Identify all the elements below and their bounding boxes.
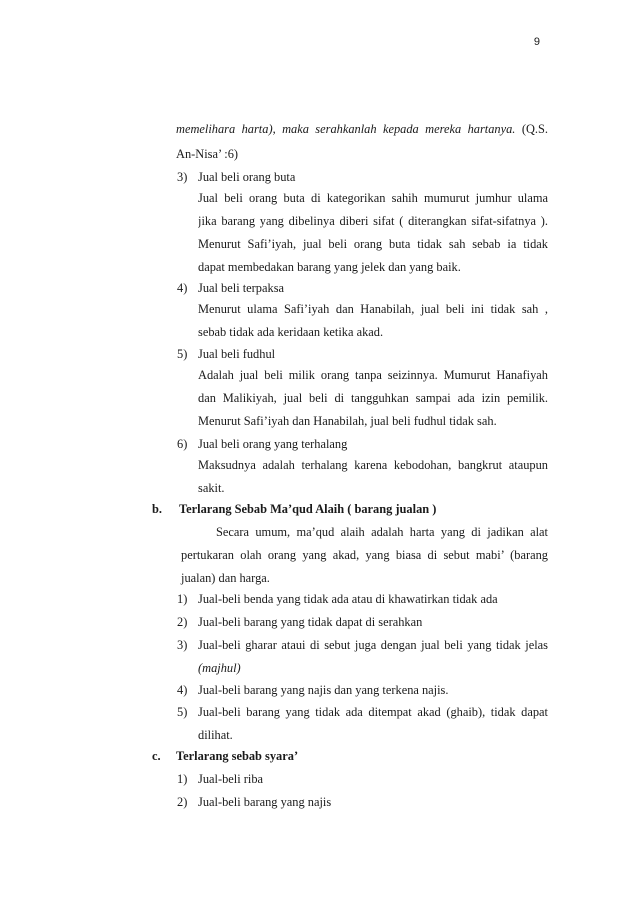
list-item: Jual-beli barang yang tidak ada ditempat akad (ghaib), tidak dapat xyxy=(198,705,548,719)
item-text-line: dan Malikiyah, jual beli di tangguhkan sampai ada izin pemilik. xyxy=(198,391,548,405)
quran-reference: (Q.S. xyxy=(521,122,548,136)
section-heading-c: Terlarang sebab syara’ xyxy=(176,749,299,763)
paragraph-line: Secara umum, ma’qud alaih adalah harta yang di jadikan alat xyxy=(216,525,548,539)
item-text-line: Menurut Safi’iyah dan Hanabilah, jual beli fudhul tidak sah. xyxy=(198,414,497,428)
item-text-line: dapat membedakan barang yang jelek dan yang baik. xyxy=(198,260,461,274)
item-title-jual-beli-orang-terhalang: Jual beli orang yang terhalang xyxy=(198,437,348,451)
list-item: Jual-beli riba xyxy=(198,772,264,786)
item-title-jual-beli-orang-buta: Jual beli orang buta xyxy=(198,170,296,184)
page-number: 9 xyxy=(533,36,540,48)
intro-line-1 xyxy=(176,121,548,137)
list-item: Jual-beli barang yang najis xyxy=(198,795,332,809)
item-text-line: Adalah jual beli milik orang tanpa seizinnya. Mumurut Hanafiyah xyxy=(198,368,548,382)
list-item-continuation: dilihat. xyxy=(198,728,233,742)
paragraph-line: pertukaran olah orang yang akad, yang biasa di sebut mabi’ (barang xyxy=(181,548,548,562)
paragraph-line: jualan) dan harga. xyxy=(181,571,270,585)
list-marker: 1) xyxy=(177,592,188,606)
list-item: Jual-beli benda yang tidak ada atau di khawatirkan tidak ada xyxy=(198,592,498,606)
item-title-jual-beli-terpaksa: Jual beli terpaksa xyxy=(198,281,285,295)
list-marker: 3) xyxy=(177,638,188,652)
item-text-line: sakit. xyxy=(198,481,225,495)
item-text-line: sebab tidak ada keridaan ketika akad. xyxy=(198,325,384,339)
list-item-continuation: (majhul) xyxy=(198,661,241,675)
section-heading-b: Terlarang Sebab Ma’qud Alaih ( barang jualan ) xyxy=(179,502,437,516)
list-marker: 3) xyxy=(177,170,188,184)
section-marker-c: c. xyxy=(152,749,161,763)
item-text-line: Jual beli orang buta di kategorikan sahih mumurut jumhur ulama xyxy=(198,191,548,205)
item-text-line: Menurut Safi’iyah, jual beli orang buta tidak sah sebab ia tidak xyxy=(198,237,548,251)
item-text-line: Menurut ulama Safi’iyah dan Hanabilah, jual beli ini tidak sah , xyxy=(198,302,548,316)
item-title-jual-beli-fudhul: Jual beli fudhul xyxy=(198,347,276,361)
list-marker: 4) xyxy=(177,683,188,697)
intro-line-2: An-Nisa’ :6) xyxy=(176,147,239,161)
item-text-line: jika barang yang dibelinya diberi sifat ( diterangkan sifat-sifatnya ). xyxy=(198,214,548,228)
list-item: Jual-beli barang yang tidak dapat di serahkan xyxy=(198,615,423,629)
quran-translation: memelihara harta), maka serahkanlah kepada mereka hartanya. xyxy=(176,122,516,136)
list-item: Jual-beli gharar ataui di sebut juga dengan jual beli yang tidak jelas xyxy=(198,638,548,652)
section-marker-b: b. xyxy=(152,502,162,516)
list-marker: 1) xyxy=(177,772,188,786)
list-item: Jual-beli barang yang najis dan yang terkena najis. xyxy=(198,683,449,697)
list-marker: 5) xyxy=(177,705,188,719)
list-marker: 2) xyxy=(177,615,188,629)
list-marker: 2) xyxy=(177,795,188,809)
list-marker: 6) xyxy=(177,437,188,451)
item-text-line: Maksudnya adalah terhalang karena kebodohan, bangkrut ataupun xyxy=(198,458,548,472)
list-marker: 5) xyxy=(177,347,188,361)
list-marker: 4) xyxy=(177,281,188,295)
